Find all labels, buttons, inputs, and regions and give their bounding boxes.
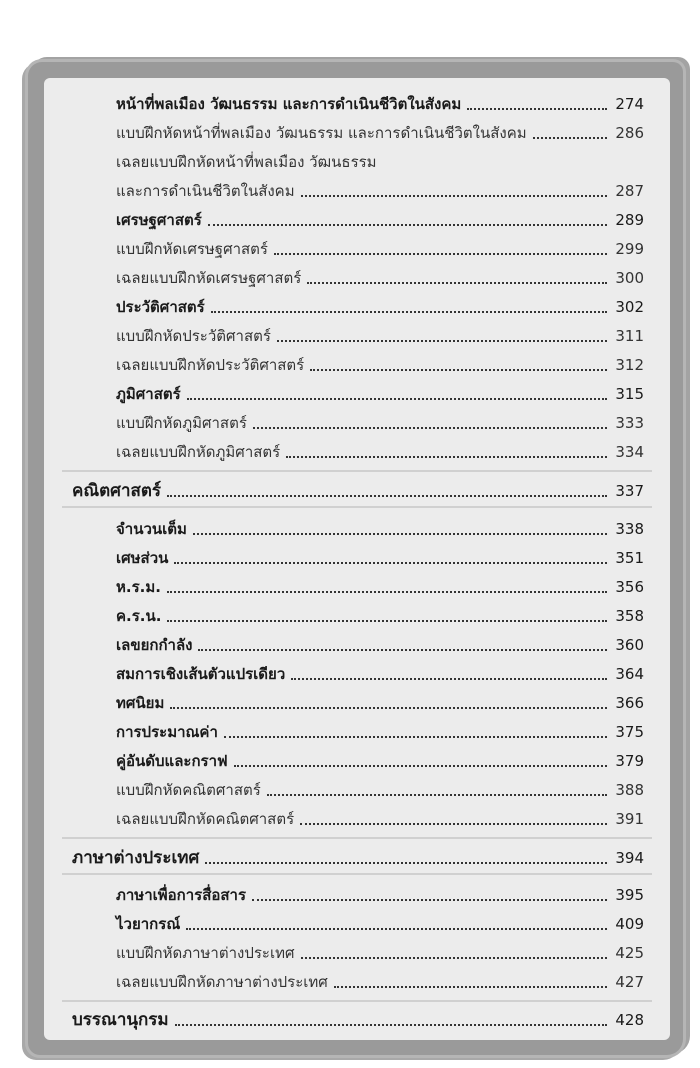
dot-leader (533, 137, 608, 139)
toc-entry-title: ไวยากรณ์ (116, 915, 181, 933)
toc-entry[interactable] (116, 204, 644, 230)
toc-entry[interactable] (116, 88, 644, 114)
toc-entry[interactable] (116, 513, 644, 539)
dot-leader (208, 224, 608, 226)
section-divider (62, 506, 652, 508)
dot-leader (224, 736, 607, 738)
toc-chapter[interactable] (72, 1004, 644, 1030)
toc-entry[interactable] (116, 349, 644, 375)
toc-entry-page: 351 (615, 549, 644, 567)
toc-entry-title: เศษส่วน (116, 549, 169, 567)
toc-entry-title: เฉลยแบบฝึกหัดคณิตศาสตร์ (116, 810, 295, 828)
toc-entry-title: แบบฝึกหัดประวัติศาสตร์ (116, 327, 271, 345)
toc-entry[interactable] (116, 658, 644, 684)
toc-entry-title: ประวัติศาสตร์ (116, 298, 205, 316)
dot-leader (467, 108, 607, 110)
toc-entry-page: 274 (615, 95, 644, 113)
toc-chapter-title: คณิตศาสตร์ (72, 481, 162, 501)
toc-entry-page: 300 (615, 269, 644, 287)
toc-entry[interactable] (116, 262, 644, 288)
toc-entry[interactable] (116, 233, 644, 259)
toc-entry[interactable] (116, 436, 644, 462)
toc-entry-page: 409 (615, 915, 644, 933)
dot-leader (310, 369, 607, 371)
toc-entry-page: 391 (615, 810, 644, 828)
toc-entry-title: แบบฝึกหัดเศรษฐศาสตร์ (116, 240, 268, 258)
toc-entry-title: เฉลยแบบฝึกหัดภาษาต่างประเทศ (116, 973, 328, 991)
toc-entry-title: ภาษาเพื่อการสื่อสาร (116, 886, 247, 904)
dot-leader (307, 282, 607, 284)
toc-entry-title: แบบฝึกหัดหน้าที่พลเมือง วัฒนธรรม และการดำเนินชีวิตในสังคม (116, 124, 527, 142)
toc-entry-page: 312 (615, 356, 644, 374)
toc-entry[interactable] (116, 774, 644, 800)
toc-entry-page: 364 (615, 665, 644, 683)
section-divider (62, 873, 652, 875)
toc-chapter-title: บรรณานุกรม (72, 1010, 169, 1030)
dot-leader (274, 253, 607, 255)
toc-entry-page: 427 (615, 973, 644, 991)
toc-entry-title: เศรษฐศาสตร์ (116, 211, 202, 229)
toc-entry-page: 334 (615, 443, 644, 461)
toc-entry[interactable] (116, 687, 644, 713)
toc-entry[interactable] (116, 542, 644, 568)
toc-entry-title: เฉลยแบบฝึกหัดประวัติศาสตร์ (116, 356, 305, 374)
toc-entry-page: 287 (615, 182, 644, 200)
toc-entry-page: 356 (615, 578, 644, 596)
table-of-contents (44, 78, 670, 1040)
dot-leader (167, 591, 607, 593)
dot-leader (234, 765, 608, 767)
dot-leader (198, 649, 607, 651)
toc-entry-title: สมการเชิงเส้นตัวแปรเดียว (116, 665, 286, 683)
dot-leader (301, 957, 608, 959)
dot-leader (186, 928, 607, 930)
toc-entry-page: 299 (615, 240, 644, 258)
section-divider (62, 1000, 652, 1002)
dot-leader (252, 899, 607, 901)
section-divider (62, 837, 652, 839)
toc-entry[interactable] (116, 407, 644, 433)
toc-chapter-page: 394 (615, 849, 644, 867)
toc-entry-page: 358 (615, 607, 644, 625)
dot-leader (170, 707, 607, 709)
toc-entry-title: และการดำเนินชีวิตในสังคม (116, 182, 295, 200)
toc-chapter-title: ภาษาต่างประเทศ (72, 848, 200, 868)
toc-entry-title: ทศนิยม (116, 694, 165, 712)
toc-chapter-page: 337 (615, 482, 644, 500)
toc-entry-page: 375 (615, 723, 644, 741)
dot-leader (167, 620, 607, 622)
dot-leader (174, 562, 607, 564)
toc-entry-page: 379 (615, 752, 644, 770)
dot-leader (277, 340, 607, 342)
toc-entry-page: 289 (615, 211, 644, 229)
dot-leader (167, 495, 607, 497)
toc-entry-title: ห.ร.ม. (116, 578, 161, 596)
dot-leader (301, 195, 608, 197)
toc-entry[interactable] (116, 291, 644, 317)
toc-entry[interactable] (116, 378, 644, 404)
toc-entry[interactable] (116, 571, 644, 597)
toc-entry[interactable] (116, 908, 644, 934)
toc-entry-title: เฉลยแบบฝึกหัดเศรษฐศาสตร์ (116, 269, 302, 287)
toc-entry-title: แบบฝึกหัดภาษาต่างประเทศ (116, 944, 295, 962)
toc-entry[interactable] (116, 803, 644, 829)
toc-chapter[interactable] (72, 475, 644, 501)
toc-entry-page: 311 (615, 327, 644, 345)
toc-entry[interactable] (116, 937, 644, 963)
toc-entry-title: คู่อันดับและกราฟ (116, 752, 228, 770)
dot-leader (211, 311, 608, 313)
toc-entry-page: 395 (615, 886, 644, 904)
toc-entry-title: หน้าที่พลเมือง วัฒนธรรม และการดำเนินชีวิตในสังคม (116, 95, 462, 113)
dot-leader (253, 427, 607, 429)
toc-entry[interactable] (116, 716, 644, 742)
dot-leader (286, 456, 607, 458)
dot-leader (193, 533, 607, 535)
toc-entry[interactable] (116, 629, 644, 655)
toc-entry[interactable] (116, 745, 644, 771)
toc-entry-title: ภูมิศาสตร์ (116, 385, 181, 403)
toc-entry-page: 315 (615, 385, 644, 403)
toc-entry-title: จำนวนเต็ม (116, 520, 187, 538)
toc-entry-page: 388 (615, 781, 644, 799)
dot-leader (175, 1024, 608, 1026)
toc-entry-page: 425 (615, 944, 644, 962)
dot-leader (205, 862, 607, 864)
toc-chapter[interactable] (72, 842, 644, 868)
toc-entry-page: 360 (615, 636, 644, 654)
toc-entry-title: เลขยกกำลัง (116, 636, 193, 654)
toc-entry[interactable] (116, 175, 644, 201)
dot-leader (187, 398, 608, 400)
toc-entry[interactable] (116, 320, 644, 346)
toc-entry-page: 302 (615, 298, 644, 316)
toc-entry[interactable] (116, 966, 644, 992)
toc-entry[interactable] (116, 117, 644, 143)
toc-entry-title: แบบฝึกหัดคณิตศาสตร์ (116, 781, 261, 799)
toc-entry-page: 366 (615, 694, 644, 712)
toc-entry-page: 333 (615, 414, 644, 432)
toc-entry-title: ค.ร.น. (116, 607, 162, 625)
dot-leader (300, 823, 607, 825)
toc-entry-title: เฉลยแบบฝึกหัดภูมิศาสตร์ (116, 443, 281, 461)
toc-entry-page: 338 (615, 520, 644, 538)
toc-entry[interactable] (116, 600, 644, 626)
toc-entry-page: 286 (615, 124, 644, 142)
toc-entry-title: แบบฝึกหัดภูมิศาสตร์ (116, 414, 247, 432)
toc-entry[interactable] (116, 879, 644, 905)
toc-chapter-page: 428 (615, 1011, 644, 1029)
toc-entry-title: เฉลยแบบฝึกหัดหน้าที่พลเมือง วัฒนธรรม (116, 153, 377, 171)
dot-leader (267, 794, 608, 796)
toc-entry[interactable] (116, 146, 644, 172)
toc-entry-title: การประมาณค่า (116, 723, 218, 741)
section-divider (62, 470, 652, 472)
dot-leader (334, 986, 608, 988)
dot-leader (291, 678, 607, 680)
